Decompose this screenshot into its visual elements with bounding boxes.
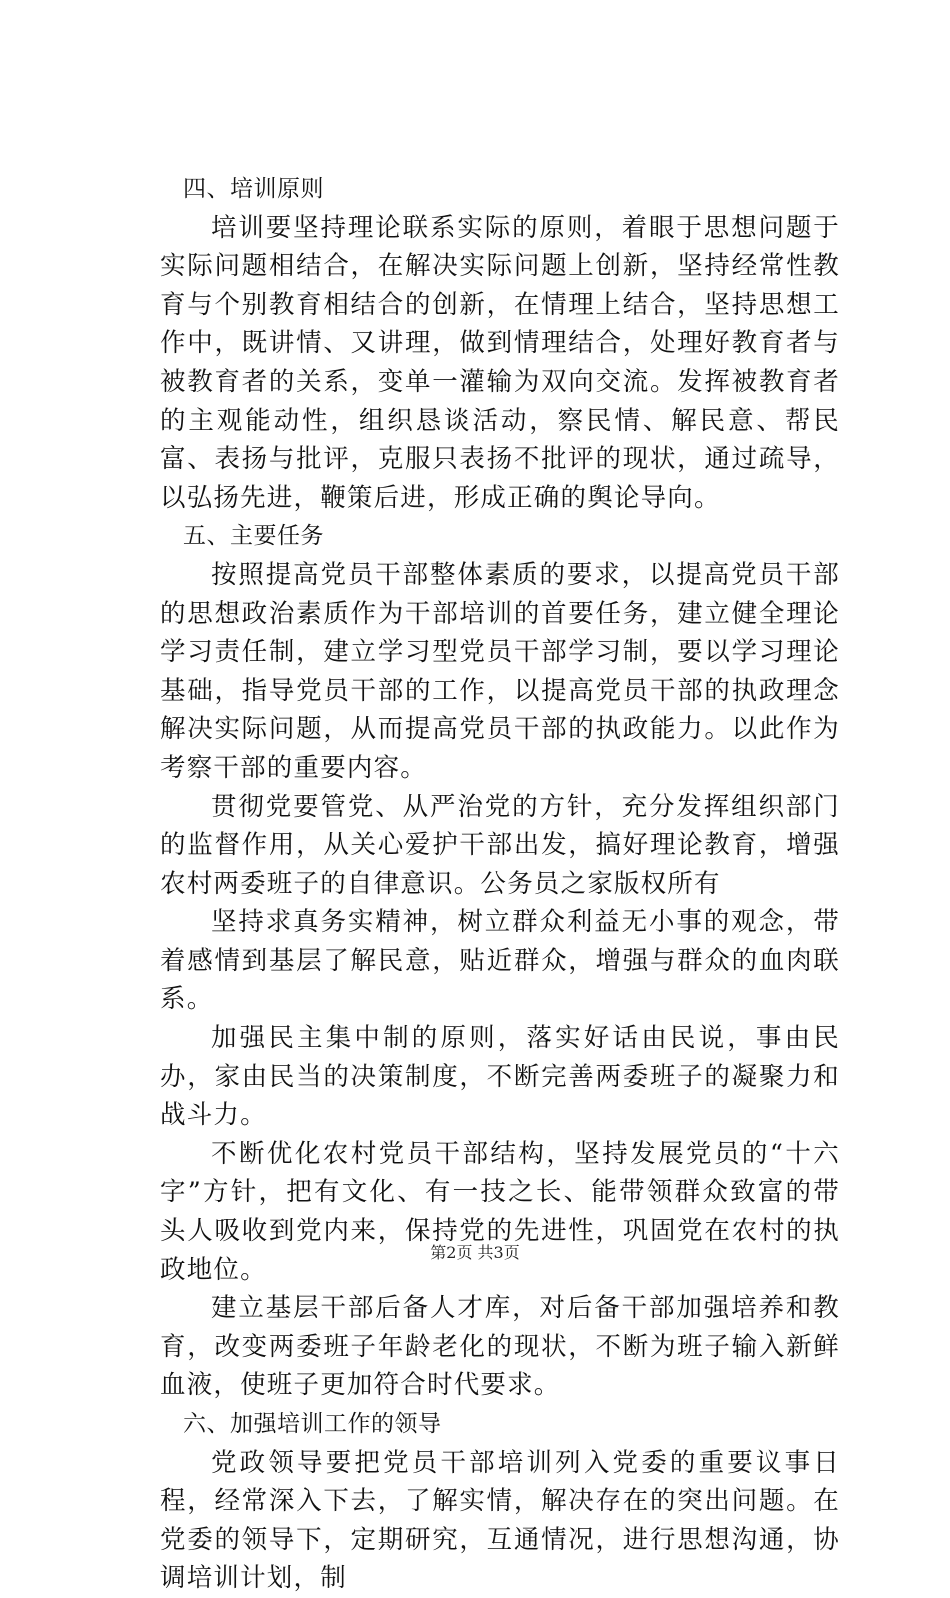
paragraph-tasks-4: 加强民主集中制的原则，落实好话由民说，事由民办，家由民当的决策制度，不断完善两委班子的凝聚力和战斗力。	[160, 1023, 840, 1131]
paragraph-tasks-3: 坚持求真务实精神，树立群众利益无小事的观念，带着感情到基层了解民意，贴近群众，增强与群众的血肉联系。	[160, 907, 840, 1015]
page-number-footer: 第2页 共3页	[430, 1243, 520, 1262]
paragraph-tasks-5: 不断优化农村党员干部结构，坚持发展党员的“十六字”方针，把有文化、有一技之长、能带领群众致富的带头人吸收到党内来，保持党的先进性，巩固党在农村的执政地位。	[160, 1138, 840, 1285]
document-body	[160, 170, 840, 1598]
paragraph-tasks-6: 建立基层干部后备人才库，对后备干部加强培养和教育，改变两委班子年龄老化的现状，不断为班子输入新鲜血液，使班子更加符合时代要求。	[160, 1293, 840, 1401]
paragraph-leadership: 党政领导要把党员干部培训列入党委的重要议事日程，经常深入下去，了解实情，解决存在的突出问题。在党委的领导下，定期研究，互通情况，进行思想沟通，协调培训计划，制	[160, 1447, 840, 1594]
section-heading-tasks: 五、主要任务	[183, 523, 324, 550]
section-heading-principles: 四、培训原则	[183, 176, 324, 202]
paragraph-tasks-2: 贯彻党要管党、从严治党的方针，充分发挥组织部门的监督作用，从关心爱护干部出发，搞好理论教育，增强农村两委班子的自律意识。公务员之家版权所有	[160, 791, 840, 899]
paragraph-principles: 培训要坚持理论联系实际的原则，着眼于思想问题于实际问题相结合，在解决实际问题上创新，坚持经常性教育与个别教育相结合的创新，在情理上结合，坚持思想工作中，既讲情、又讲理，做到情理结合，处理好教育者与被教育者的关系，变单一灌输为双向交流。发挥被教育者的主观能动性，组织恳谈活动，察民情、解民意、帮民富、表扬与批评，克服只表扬不批评的现状，通过疏导，以弘扬先进，鞭策后进，形成正确的舆论导向。	[160, 212, 840, 513]
paragraph-tasks-1: 按照提高党员干部整体素质的要求，以提高党员干部的思想政治素质作为干部培训的首要任务，建立健全理论学习责任制，建立学习型党员干部学习制，要以学习理论基础，指导党员干部的工作，以提高党员干部的执政理念解决实际问题，从而提高党员干部的执政能力。以此作为考察干部的重要内容。	[160, 559, 840, 783]
section-heading-leadership: 六、加强培训工作的领导	[183, 1411, 442, 1437]
